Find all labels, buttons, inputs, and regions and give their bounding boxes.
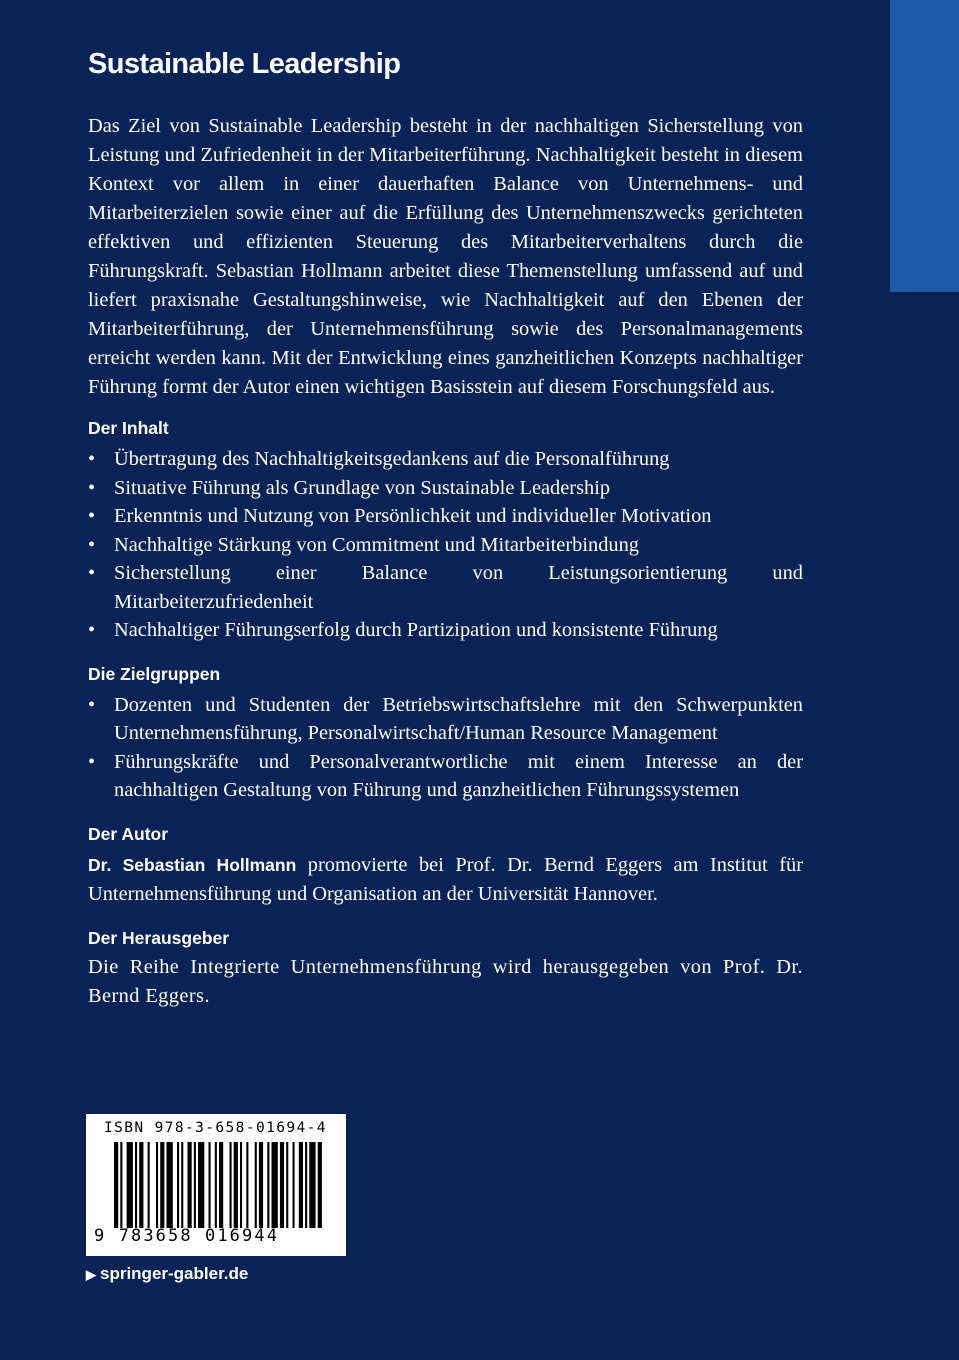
herausgeber-heading: Der Herausgeber <box>88 927 230 948</box>
autor-paragraph: Dr. Sebastian Hollmann promovierte bei Prof. Dr. Bernd Eggers am Institut für Unternehmensführung und Organisation an der Universität Hannover. <box>88 853 803 905</box>
inhalt-list <box>88 445 803 645</box>
autor-heading: Der Autor <box>88 823 169 844</box>
section-inhalt <box>88 415 803 645</box>
list-item: • Situative Führung als Grundlage von Sustainable Leadership <box>88 476 611 499</box>
isbn-label: ISBN 978-3-658-01694-4 <box>104 1120 327 1136</box>
section-zielgruppen <box>88 661 803 805</box>
section-autor <box>88 821 803 909</box>
book-title: Sustainable Leadership <box>88 48 401 80</box>
list-item: • Nachhaltige Stärkung von Commitment und Mitarbeiterbindung <box>88 533 639 556</box>
inhalt-heading: Der Inhalt <box>88 418 169 438</box>
website-link[interactable]: ▶ springer-gabler.de <box>86 1264 249 1283</box>
ean-digits: 9 783658 016944 <box>94 1226 280 1246</box>
blue-edge-tab <box>890 0 959 292</box>
zielgruppen-heading: Die Zielgruppen <box>88 663 221 684</box>
author-name: Dr. Sebastian Hollmann <box>88 854 297 875</box>
play-arrow-icon: ▶ <box>86 1267 96 1282</box>
isbn-barcode <box>86 1114 346 1256</box>
herausgeber-paragraph: Die Reihe Integrierte Unternehmensführung wird herausgegeben von Prof. Dr. Bernd Eggers. <box>88 955 803 1007</box>
list-item: • Übertragung des Nachhaltigkeitsgedankens auf die Personalführung <box>88 448 670 470</box>
section-herausgeber <box>88 925 803 1011</box>
list-item: • Führungskräfte und Personalverantwortliche mit einem Interesse an der nachhaltigen Gestaltung von Führung und ganzheitlichen Führungssystemen <box>88 750 803 801</box>
list-item: • Nachhaltiger Führungserfolg durch Partizipation und konsistente Führung <box>88 619 718 641</box>
list-item: • Dozenten und Studenten der Betriebswirtschaftslehre mit den Schwerpunkten Unternehmensführung, Personalwirtschaft/Human Resource Management <box>88 693 803 744</box>
list-item: • Sicherstellung einer Balance von Leistungsorientierung und Mitarbeiterzufriedenheit <box>88 562 803 613</box>
zielgruppen-list <box>88 691 803 805</box>
intro-paragraph: Das Ziel von Sustainable Leadership besteht in der nachhaltigen Sicherstellung von Leistung und Zufriedenheit in der Mitarbeiterführung. Nachhaltigkeit besteht in diesem Kontext vor allem in einer dauerhaften Balance von Unternehmens- und Mitarbeiterzielen sowie einer auf die Erfüllung des Unternehmenszwecks gerichteten effektiven und effizienten Steuerung des Mitarbeiterverhaltens durch die Führungskraft. Sebastian Hollmann arbeitet diese Themenstellung umfassend auf und liefert praxisnahe Gestaltungshinweise, wie Nachhaltigkeit auf den Ebenen der Mitarbeiterführung, der Unternehmensführung sowie des Personalmanagements erreicht werden kann. Mit der Entwicklung eines ganzheitlichen Konzepts nachhaltiger Führung formt der Autor einen wichtigen Basisstein auf diesem Forschungsfeld aus. <box>88 115 803 398</box>
back-cover-content <box>88 44 803 1011</box>
list-item: • Erkenntnis und Nutzung von Persönlichkeit und individueller Motivation <box>88 505 712 527</box>
